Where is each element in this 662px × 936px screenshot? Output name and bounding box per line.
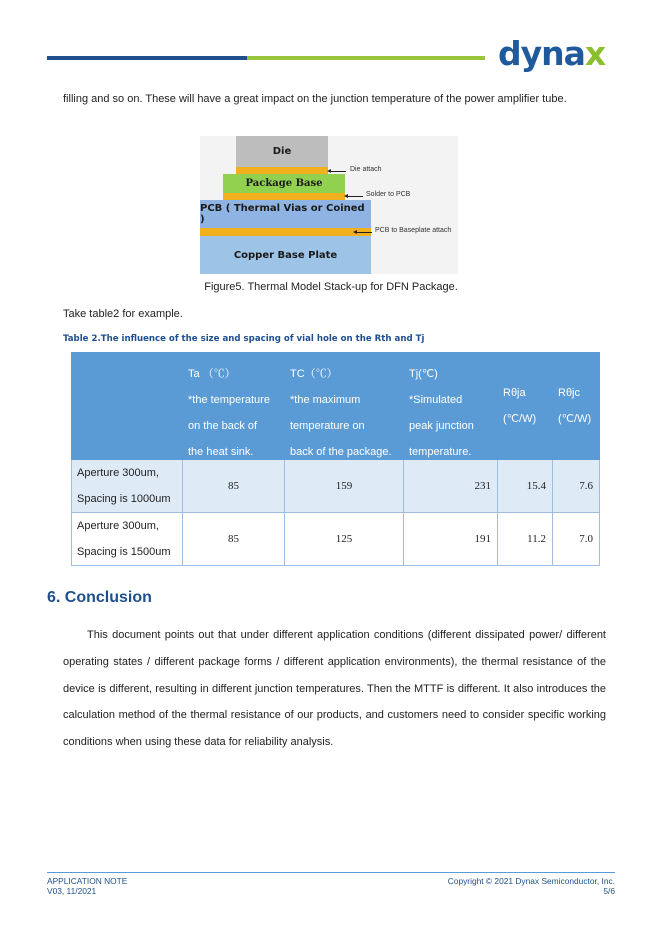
dynax-logo: [498, 34, 605, 73]
row-label-l2: Spacing is 1000um: [77, 493, 171, 505]
table-row: [72, 513, 600, 566]
section-title: 6. Conclusion: [47, 589, 152, 606]
footer-copyright: Copyright © 2021 Dynax Semiconductor, Inc.: [447, 876, 615, 886]
header-tc-l4: back of the package.: [290, 446, 392, 458]
rth-tj-table: [71, 352, 600, 566]
header-tc-l2: *the maximum: [290, 394, 361, 406]
footer-version: V03, 11/2021: [47, 886, 97, 896]
cell-ta: 85: [183, 513, 285, 566]
layer-copper-label: Copper Base Plate: [233, 249, 338, 261]
cell-rja: 11.2: [498, 513, 553, 566]
header-tj-l2: *Simulated: [409, 394, 463, 406]
take-table-text: Take table2 for example.: [63, 308, 183, 320]
footer-rule: [47, 872, 615, 873]
row-label-l1: Aperture 300um,: [77, 467, 159, 479]
layer-solder: [223, 193, 345, 200]
layer-package-base-label: Package Base: [245, 178, 323, 189]
footer-left: [47, 876, 127, 896]
header-tc: [285, 353, 404, 460]
layer-pcb-attach: [200, 228, 371, 236]
footer-right: [448, 876, 615, 896]
callout-arrow-die-attach: [330, 171, 346, 172]
callout-arrow-solder: [347, 196, 363, 197]
header-rjc-l1: Rθjc: [558, 387, 581, 399]
cell-tc: 159: [285, 460, 404, 513]
header-rja-l2: (℃/W): [503, 413, 537, 425]
header-ta-l1: Ta （℃）: [188, 368, 236, 380]
header-rule-green: [247, 56, 485, 60]
cell-tj: 231: [404, 460, 498, 513]
header-tj: [404, 353, 498, 460]
layer-package-base: [223, 174, 345, 193]
cell-ta: 85: [183, 460, 285, 513]
table-row: [72, 460, 600, 513]
header-tj-l3: peak junction: [409, 420, 474, 432]
layer-pcb-label: PCB ( Thermal Vias or Coined ): [200, 203, 365, 225]
row-label: [72, 460, 183, 513]
row-label-l1: Aperture 300um,: [77, 520, 159, 532]
header-ta-l2: *the temperature: [188, 394, 270, 406]
header-rjc-l2: (℃/W): [558, 413, 592, 425]
layer-copper: [200, 236, 371, 274]
layer-die-attach: [236, 167, 328, 174]
header-rja: [498, 353, 553, 460]
cell-tj: 191: [404, 513, 498, 566]
header-tc-l1: TC（℃）: [290, 368, 338, 380]
cell-tc: 125: [285, 513, 404, 566]
figure-caption: Figure5. Thermal Model Stack-up for DFN Package.: [204, 281, 458, 293]
table-header-row: [72, 353, 600, 460]
row-label: [72, 513, 183, 566]
callout-arrow-pcb-attach: [356, 232, 372, 233]
page-number: 5/6: [603, 886, 615, 896]
header-tj-l4: temperature.: [409, 446, 472, 458]
thermal-stackup-figure: [200, 136, 458, 274]
cell-rjc: 7.6: [553, 460, 600, 513]
cell-rjc: 7.0: [553, 513, 600, 566]
callout-solder: Solder to PCB: [366, 191, 411, 198]
layer-die: [236, 136, 328, 167]
header-empty: [72, 353, 183, 460]
layer-pcb: [200, 200, 371, 228]
layer-die-label: Die: [272, 146, 292, 157]
header-rjc: [553, 353, 600, 460]
header-rja-l1: Rθja: [503, 387, 526, 399]
callout-pcb-attach: PCB to Baseplate attach: [375, 227, 452, 234]
logo-main: dyna: [498, 34, 585, 73]
header-tj-l1: Tj(℃): [409, 368, 438, 380]
header-tc-l3: temperature on: [290, 420, 365, 432]
conclusion-paragraph: This document points out that under different application conditions (different dissipated power/ different operating states / different package forms / different application environments), the thermal resistance of the device is different, resulting in different junction temperatures. Then the MTTF is different. It also introduces the calculation method of the thermal resistance of our products, and customers need to consider specific working conditions when using these data for reliability analysis.: [63, 629, 606, 749]
table-title: Table 2.The influence of the size and spacing of vial hole on the Rth and Tj: [63, 334, 425, 344]
logo-accent: x: [584, 34, 606, 73]
header-ta-l3: on the back of: [188, 420, 258, 432]
row-label-l2: Spacing is 1500um: [77, 546, 171, 558]
cell-rja: 15.4: [498, 460, 553, 513]
header-ta: [183, 353, 285, 460]
intro-paragraph: filling and so on. These will have a great impact on the junction temperature of the power amplifier tube.: [63, 93, 567, 105]
header-ta-l4: the heat sink.: [188, 446, 254, 458]
footer-doc-type: APPLICATION NOTE: [47, 876, 128, 886]
callout-die-attach: Die attach: [350, 166, 382, 173]
header-rule-blue: [47, 56, 247, 60]
